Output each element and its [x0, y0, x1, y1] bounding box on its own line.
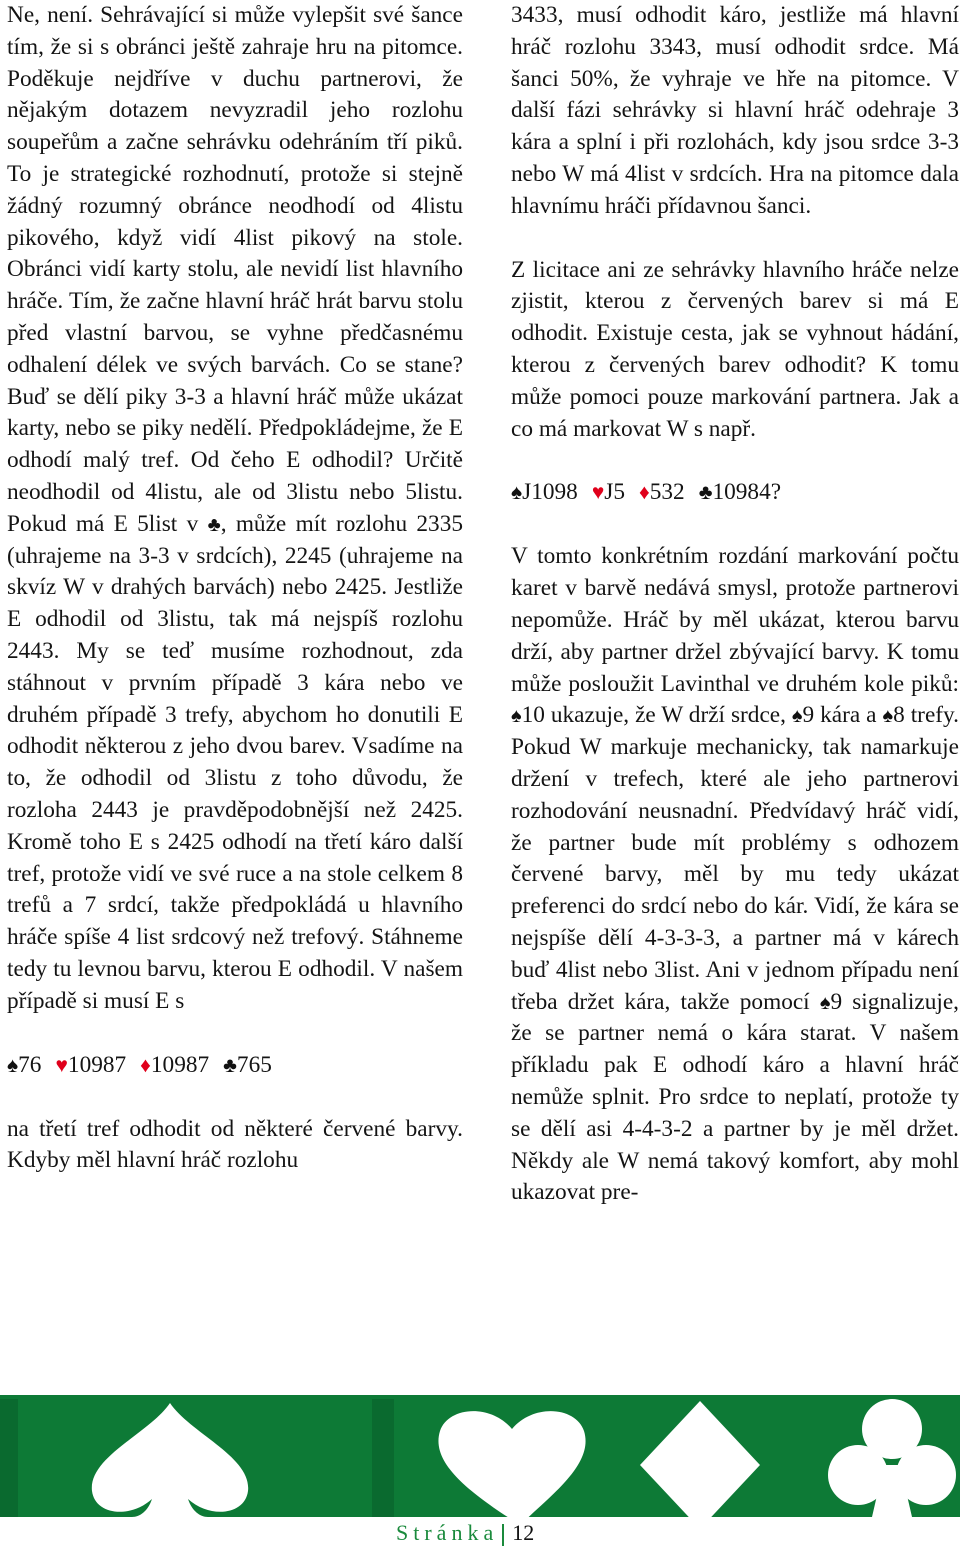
- right-paragraph-1: 3433, musí odhodit káro, jestliže má hlavní hráč rozlohu 3343, musí odhodit srdce. Má šanci 50%, že vyhraje ve hře na pitomce. V další fázi sehrávky si hlavní hráč odehraje 3 kára a splní i při rozlohách, kdy jsou srdce 3-3 nebo W má 4list v srdcích. Hra na pitomce dala hlavnímu hráči přídavnou šanci.: [511, 2, 959, 219]
- spade-icon: ♠: [511, 480, 523, 505]
- left-hand-display: [7, 1050, 463, 1082]
- club-icon: ♣: [698, 480, 713, 505]
- left-hand-hearts: ♥10987: [55, 1051, 127, 1078]
- heart-icon: ♥: [591, 480, 605, 505]
- right-hand-display: [511, 477, 959, 509]
- right-text-part-e: 9 signalizuje, že se partner nemá o kára starat. V našem příkladu pak E odhodí káro a hlavní hráč nemůže splnit. Pro srdce to neplatí, protože ty se dělí asi 4-4-3-2 a partner by je měl držet. Někdy ale W nemá takový komfort, aby mohl ukazovat pre-: [511, 988, 959, 1206]
- right-text-part-b: 10 ukazuje, že W drží srdce,: [521, 702, 786, 729]
- spade-icon: ♠: [511, 705, 522, 728]
- left-paragraph-2: na třetí tref odhodit od některé červené barvy. Kdyby měl hlavní hráč rozlohu: [7, 1115, 463, 1174]
- spade-icon: ♠: [819, 991, 831, 1014]
- left-column: [7, 0, 463, 1177]
- left-hand-clubs: ♣765: [223, 1051, 272, 1078]
- left-hand-diamonds: ♦10987: [140, 1051, 210, 1078]
- footer-separator: [502, 1524, 504, 1546]
- left-text-part-2: , může mít rozlohu 2335 (uhrajeme na 3-3 v srdcích), 2245 (uhrajeme na skvíz W v drahých barvách) nebo 2425. Jestliže E odhodil od 3listu, tak má nejspíš rozlohu 2443. My se teď musíme rozhodnout, zda stáhnout v prvním případě 3 kára nebo ve druhém případě 3 trefy, abychom ho donutili E odhodit některou z jeho dvou barev. Vsadíme na to, že odhodil od 3listu z toho důvodu, že rozloha 2443 je pravděpodobnější než 2425. Kromě toho E s 2425 odhodí na třetí káro další tref, protože vidí ve své ruce a na stole celkem 8 trefů a 7 srdcí, takže předpokládá u hlavního hráče spíše 4 list srdcový než trefový. Stáhneme tedy tu levnou barvu, kterou E odhodil. V našem případě si musí E s: [7, 510, 464, 1014]
- left-paragraph-1: [7, 0, 463, 1018]
- right-text-part-a: V tomto konkrétním rozdání markování počtu karet v barvě nedává smysl, protože partnerovi nepomůže. Hráč by měl ukázat, kterou barvu drží, aby partner držel zbývající barvy. K tomu může posloužit Lavinthal ve druhém kole piků:: [511, 543, 959, 697]
- right-hand-spades: ♠J1098: [511, 479, 578, 506]
- left-text-part-1: Ne, není. Sehrávající si může vylepšit své šance tím, že si s obránci ještě zahraje hru na pitomce. Poděkuje nejdříve v duchu partnerovi, že nějakým dotazem nevyzradil jeho rozlohu soupeřům a začne sehrávku odehráním tří piků. To je strategické rozhodnutí, protože si stejně žádný rozumný obránce neodhodí od 4listu pikového, když vidí 4list pikový na stole. Obránci vidí karty stolu, ale nevidí list hlavního hráče. Tím, že začne hlavní hráč hrát barvu stolu před vlastní barvou, se vyhne předčasnému odhalení délek ve svých barvách. Co se stane? Buď se dělí piky 3-3 a hlavní hráč může ukázat karty, nebo se piky nedělí. Předpokládejme, že E odhodí malý tref. Od čeho E odhodil? Určitě neodhodil od 4listu, ale od 3listu nebo 5listu. Pokud má E 5list v: [7, 2, 463, 537]
- page-footer: [396, 1520, 534, 1546]
- right-hand-clubs: ♣10984?: [698, 479, 782, 506]
- right-text-part-d: 8 trefy. Pokud W markuje mechanicky, tak namarkuje držení v trefech, které ale jeho partnerovi rozhodování neusnadní. Předvídavý hráč vidí, že partner bude mít problémy s odhozem červené barvy, měl by mu tedy ukázat preferenci do srdcí nebo do kár. Vidí, že kára se nejspíše dělí 4-3-3-3, a partner má v kárech buď 4list nebo 3list. Ani v jednom případu není třeba držet kára, takže pomocí: [511, 702, 959, 1015]
- spade-icon: ♠: [791, 705, 803, 728]
- right-paragraph-3: [511, 541, 959, 1209]
- club-icon: ♣: [223, 1052, 237, 1077]
- suit-banner: [0, 1395, 960, 1517]
- left-hand-spades: ♠76: [7, 1051, 42, 1078]
- spade-icon: ♠: [882, 705, 894, 728]
- suit-banner-graphic: [0, 1395, 960, 1517]
- right-paragraph-2: Z licitace ani ze sehrávky hlavního hráče nelze zjistit, kterou z červených barev si má E odhodit. Existuje cesta, jak se vyhnout hádání, kterou z červených barev odhodit? K tomu může pomoci pouze markování partnera. Jak a co má markovat W s např.: [511, 256, 959, 442]
- footer-label: Stránka: [396, 1520, 499, 1545]
- heart-icon: ♥: [55, 1052, 68, 1077]
- club-icon: ♣: [207, 513, 221, 536]
- right-hand-hearts: ♥J5: [591, 479, 626, 506]
- diamond-icon: ♦: [639, 480, 650, 505]
- diamond-icon: ♦: [140, 1052, 151, 1077]
- right-hand-diamonds: ♦532: [639, 479, 685, 506]
- right-column: [511, 0, 959, 1209]
- right-text-part-c: 9 kára a: [802, 702, 877, 729]
- spade-icon: ♠: [7, 1052, 19, 1077]
- page-number: 12: [512, 1520, 535, 1545]
